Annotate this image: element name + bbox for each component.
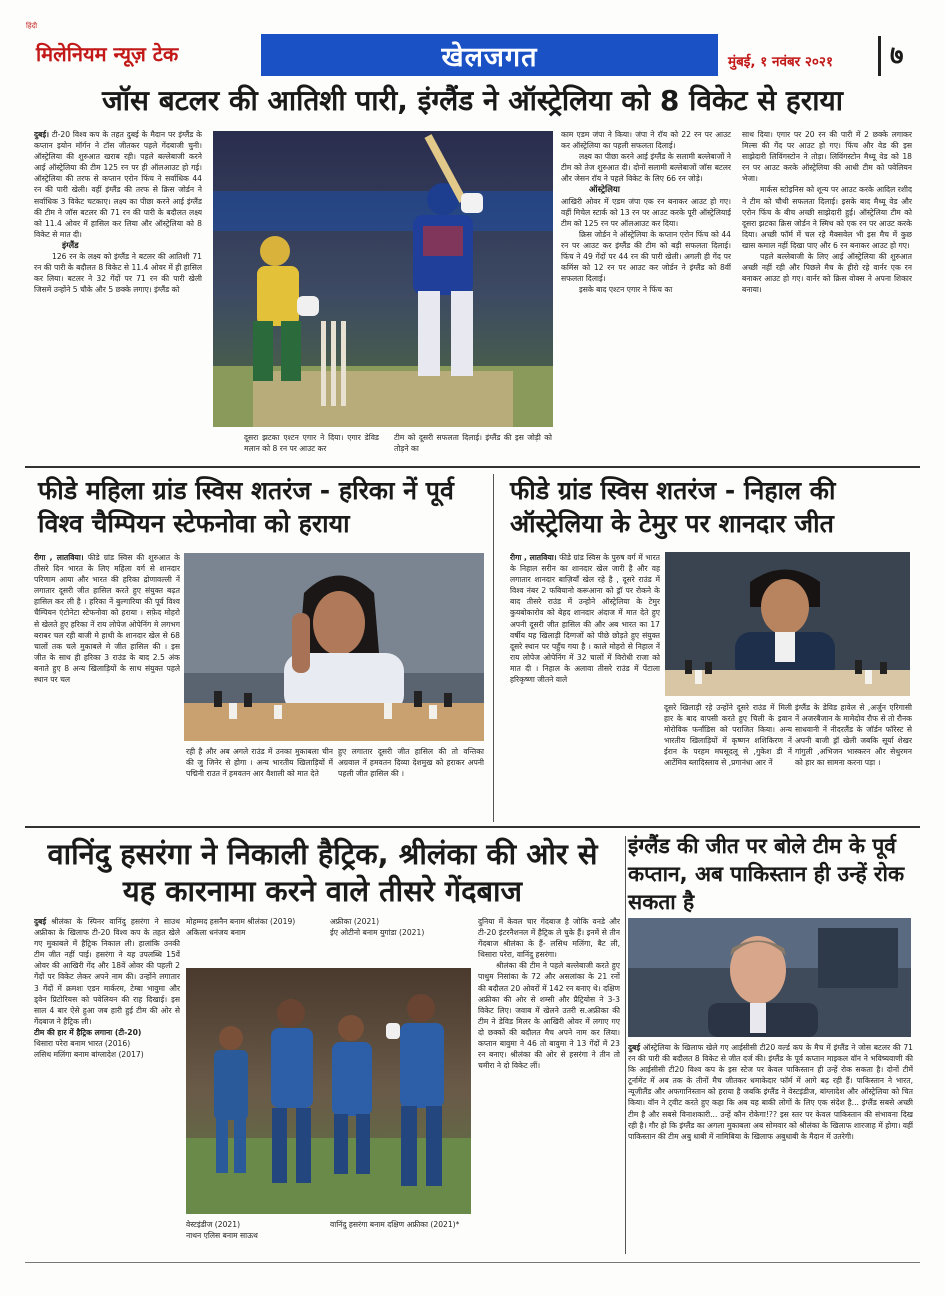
story2-under-photo-a: रही है और अब अगले राउंड में उनका मुकाबला चीन की जु जिनेर से होगा । अन्य भारतीय खिलाड़ियों में पद्मिनी राउत नें हमवतन आर वैशाली को मात देते [186,747,333,779]
story4-col4-para2: श्रीलंका की टीम ने पहले बल्लेबाजी करते हुए पाथुम निसांका के 72 और असलांका के 21 रनों की बदौलत 20 ओवरों में 142 रन बनाए थे। दक्षिण अफ्रीका की ओर से शम्सी और प्रैट्रियोस ने 3-3 विकेट लिए। जवाब में खेलने उतरी स.अफ्रीका की टीम ने डेविड मिलर के आखिरी ओवर में लगाए गए दो छक्कों की बदौलत मैच अपने नाम कर लिया। कप्तान बावुमा ने 46 तो बावुमा ने 13 गेंदों में 23 रन बनाए। श्रीलंका की ओर से हसरंगा ने तीन तो चमीरा ने दो विकेट लीं। [478,961,620,1071]
story1-col1-subhead: इंग्लैंड [62,239,79,250]
chess-photo-graphic [184,553,484,741]
story1-col1-para2: 126 रन के लक्ष्य को इंग्लैंड ने बटलर की आतिशी 71 रन की पारी के बदौलत 8 विकेट से 11.4 ओवर में ही हासिल कर लिया। बटलर ने 32 गेंदों पर 71 रन की पारी खेली जिसमें उन्होंने 5 चौके और 5 छक्के लगाए। इंग्लैंड को [34,252,202,295]
story1-col4-para4: क्रिस जोर्डन ने ऑस्ट्रेलिया के कप्तान एरोन फिंच को 44 रन पर आउट कर इंग्लैंड की टीम को बड़ी सफलता दिलाई। फिंच ने 49 गेंदों पर 44 रन की पारी खेली। अगली ही गेंद पर कमिंस को 12 रन पर आउट कर जोर्डन ने इंग्लैंड को 8वीं सफलता दिलाई। [561,229,731,284]
story3-under-photo-b: इंग्लैंड के डेविड हावेल से ,अर्जुन एरिगासी नें अजरबैजान के मामेदोव रौफ से तो रौनक साधवानी नें नीदरलैंड के जॉर्डन फॉरेस्ट से अपनी बाजी ड्रॉ खेली जबकि सूर्या शेखर गांगुली ,अभिजन भास्करन और सेथुरमन को हार का सामना करना पड़ा । [795,703,912,768]
story4-col2-top-b: अफ्रीका (2021) ईए ओटीनो बनाम युगांडा (2021) [330,917,425,938]
story1-under-photo-b: टीम को दूसरी सफलता दिलाई। इंग्लैंड की इस जोड़ी को तोड़ने का [394,433,552,454]
cricket-photo-graphic [213,131,553,427]
newspaper-brand: मिलेनियम न्यूज़ टेक [36,42,179,66]
story2-column-1 [34,552,180,822]
story5-headline: इंग्लैंड की जीत पर बोले टीम के पूर्व कप्तान, अब पाकिस्तान ही उन्हें रोक सकता है [628,834,905,914]
page-number-divider [878,36,881,76]
divider-story2-3 [25,826,920,828]
story1-column-4 [561,129,731,462]
story2-dateline: रीगा , लातविया। [34,553,84,562]
story4-under-photo-a: वेस्टइंडीज (2021) नाथन एलिस बनाम साऊथ [186,1220,258,1241]
vaughan-photo-graphic [628,918,911,1037]
story2-col1-text: फीडे ग्रांड स्विस की शुरुआत के तीसरे दिन भारत के लिए महिला वर्ग से शानदार परिणाम आया और भारत की हरिका द्रोणावल्ली नें लगातार दूसरी जीत हासिल करते हुए संयुक्त बढ़त हासिल कर ली है । हरिका नें बुल्गारिया की पूर्व विश्व चैम्पियन एंटोनेटा स्टेफनोवा को हराया । सफ़ेद मोहरो से खेलते हुए हरिका नें राय लोपेज ओपेनिंग मे लगभग बराबर चल रही बाजी मे हाथी के शानदार खेल से 68 चालों तक चले मुकाबले मे जीत हासिल की । इस जीत के साथ ही हरिका 3 राउंड के बाद 2.5 अंक बनाते हुए 8 अन्य खिलाड़ियों के साथ संयुक्त पहले स्थान पर चल [34,553,180,685]
story1-column-1 [34,129,202,462]
divider-vertical-story4 [625,836,626,1254]
story1-under-photo-a: दूसरा झटका एश्टन एगार ने दिया। एगार डेविड मलान को 8 रन पर आउट कर [244,433,379,454]
story1-col1-para1: टी-20 विश्व कप के तहत दुबई के मैदान पर इंग्लैंड के कप्तान इयोन मॉर्गन ने टॉस जीतकर पहले गेंदबाजी चुनी। ऑस्ट्रेलिया की शुरुआत खराब रही। पहले बल्लेबाजी करने आई ऑस्ट्रेलिया की टीम 125 रन पर ही ऑलआउट हो गई। ऑस्ट्रेलिया की तरफ से कप्तान एरोन फिंच ने सर्वाधिक 44 रन की पारी खेली। वहीं इंग्लैंड की तरफ से क्रिस जोर्डन ने सर्वाधिक 3 विकेट चटकाए। लक्ष्य का पीछा करने आई इंग्लैंड की टीम ने जॉस बटलर की 71 रन की पारी के बदौलत लक्ष्य को 11.4 ओवर में हासिल कर लिया और ऑस्ट्रेलिया को 8 विकेट से मात दी। [34,130,202,239]
story4-column-1 [34,916,180,1252]
story4-dateline: दुबई [34,917,47,926]
story1-col5-para1: साथ दिया। एगार पर 20 रन की पारी में 2 छक्के लगाकर मिल्स की गेंद पर आउट हो गए। फिंच और वेड की इस साझेदारी लिविंगस्टोन ने तोड़ा। लिविंगस्टोन मैथ्यू वेड को 18 रन पर आउट करके ऑस्ट्रेलिया की आधी टीम को पवेलियन भेजा। [742,130,912,184]
story1-col4-para3: आखिरी ओवर में एडम जंपा एक रन बनाकर आउट हो गए। वहीं मिचेल स्टार्क को 13 रन पर आउट करके पूरी ऑस्ट्रेलियाई टीम को 125 रन पर ऑलआउट कर दिया। [561,196,731,228]
story3-under-photo-a: दूसरे खिलाड़ी रहे उन्होंने दूसरे राउंड में मिली हार के बाद वापसी करते हुए चिली के इवान मोरोविक फर्नांडिस को पराजित किया। अन्य भारतीय खिलाड़ियों में कृष्णन शशिकिरण नें ईरान के परहम मघसूदलू से ,गुकेश डी नें आर्टेमिव ब्लादिस्लाव से ,प्रगानंधा आर नें [664,703,792,768]
story1-column-5 [742,129,912,462]
story1-headline: जॉस बटलर की आतिशी पारी, इंग्लैंड ने ऑस्ट्रेलिया को 8 विकेट से हराया [101,84,843,117]
story3-headline: फीडे ग्रांड स्विस शतरंज - निहाल की ऑस्ट्रेलिया के टेमुर पर शानदार जीत [510,476,836,538]
story1-photo-cricket [213,131,553,427]
section-title: खेलजगत [441,41,538,73]
page-number: ७ [890,41,904,71]
story4-col1-list: थिसारा परेरा बनाम भारत (2016) लसिथ मलिंगा बनाम बांग्लादेश (2017) [34,1039,144,1060]
story1-dateline: दुबई। [34,130,49,139]
divider-story1 [25,466,920,468]
story1-col4-para5: इसके बाद एश्टन एगार ने फिंच का [579,285,673,295]
story4-photo-hasaranga [186,968,471,1214]
masthead [0,0,945,78]
story4-col4-para1: दुनिया में केवल चार गेंदबाज है जोकि वनडे और टी-20 इंटरनैशनल में हैट्रिक ले चुके हैं। इनमें से तीन गेंदबाज श्रीलंका के हैं- लसिथ मलिंगा, बैट ली, थिसारा परेरा, वानिंदु हसरंगा। [478,917,620,960]
story3-column-1 [510,552,660,697]
story4-column-4 [478,916,620,1252]
divider-vertical-chess [493,474,494,822]
page-dateline: मुंबई, १ नवंबर २०२१ [728,54,833,70]
story5-text: ऑस्ट्रेलिया के खिलाफ खेले गए आईसीसी टी20 वर्ल्ड कप के मैच में इंग्लैंड ने जोस बटलर की 71 रन की पारी की बदौलत 8 विकेट से जीत दर्ज की। इंग्लैंड के पूर्व कप्तान माइकल वॉन ने भविष्यवाणी की कि आईसीसी टी20 विश्व कप के इस स्टेज पर केवल पाकिस्तान ही उन्हें रोक सकता है। दोनों टीमें टूर्नामेंट में अब तक के तीनों मैच जीतकर धमाकेदार फॉर्म में आगे बढ़ रही हैं। पाकिस्तान ने भारत, न्यूजीलैंड और अफगानिस्तान को हराया है जबकि इंग्लैंड ने वेस्टइंडीज, बांग्लादेश और ऑस्ट्रेलिया को चित किया। वॉन ने ट्वीट करते हुए कहा कि अब यह बाकी लोगों के लिए एक संदेश है... इंग्लैंड सबसे अच्छी टीम है और सबसे विनाशकारी... उन्हें कौन रोकेगा!?? इस स्तर पर केवल पाकिस्तान की संभावना दिख रही है। गौर हो कि इंग्लैंड का अगला मुकाबला अब सोमवार को श्रीलंका के खिलाफ शारजाह में होगा। वहीं पाकिस्तान की टीम अबु धाबी में नामिबिया के खिलाफ अबुधाबी के मैदान में उतरेगी। [628,1043,913,1141]
story1-col5-para3: पहले बल्लेबाजी के लिए आई ऑस्ट्रेलिया की शुरुआत अच्छी नहीं रही और पिछले मैच के हीरो रहे वार्नर एक रन बनाकर आउट हो गए। वार्नर को क्रिस वोक्स ने अपना शिकार बनाया। [742,252,912,295]
story1-col4-para1: काम एडम जंपा ने किया। जंपा ने रॉय को 22 रन पर आउट कर ऑस्ट्रेलिया का पहली सफलता दिलाई। [561,130,731,151]
story4-col1-para1: श्रीलंका के स्पिनर वानिंदु हसरंगा ने साउथ अफ्रीका के खिलाफ टी-20 विश्व कप के तहत खेले गए मुकाबले में हैट्रिक निकाल ली। हालांकि उनकी टीम जीत नहीं पाई। हसरंगा ने यह उपलब्धि 15वें ओवर की आखिरी गेंद और 18वें ओवर की पहली 2 गेंदों पर विकेट लेकर अपने नाम की। उन्होंने लगातार 3 गेंदों में क्रमशः एडन मार्करम, टेम्बा भावुमा और ड्वेन प्रिटोरियस को पवेलियन की राह दिखाई। इस साल 4 बार ऐसे हुआ जब हारी हुई टीम की ओर से गेंदबाज ने हैट्रिक ली। [34,917,180,1026]
srilanka-photo-graphic [186,968,471,1214]
story1-col4-para2: लक्ष्य का पीछा करने आई इंग्लैंड के सलामी बल्लेबाजों ने टीम को तेज शुरुआत दी। दोनों सलामी बल्लेबाजों जॉस बटलर और जेसन रॉय ने पहले विकेट के लिए 66 रन जोड़े। [561,152,731,184]
story5-dateline: दुबई [628,1043,641,1052]
story4-col1-subhead: टीम की हार में हैट्रिक लगाना (टी-20) [34,1027,142,1037]
story3-col1-text: फीडे ग्रांड स्विस के पुरुष वर्ग में भारत के निहाल सरीन का शानदार खेल जारी है और वह लगातार शानदार बाज़ियाँ खेल रहे है , दूसरे राउंड में विश्व नंबर 2 फबियानो करूआना को ड्रॉ पर रोकने के बाद तीसरे राउंड में उन्होने ऑस्ट्रेलिया के टेमुर कुयबोकारोव को बेहद शानदार अंदाज में मात देते हुए अपनी दूसरी जीत हासिल की और अब भारत का 17 वर्षीय यह खिलाड़ी दिग्गजों को पीछे छोड़ते हुए संयुक्त दूसरे स्थान पर पहुँच गया है । काले मोहरो से निहाल नें राय लोपेज ओपेनिंग में 32 चालों में विरोधी राजा को मात दी । निहाल के अलावा तीसरे राउंड में पेंटाला हरिकृष्णा जीतने वाले [510,553,660,685]
story1-col5-para2: मार्कस स्टोइनिस को शून्य पर आउट करके आदिल रशीद ने टीम को चौथी सफलता दिलाई। इसके बाद मैथ्यू वेड और एरोन फिंच के बीच अच्छी साझेदारी हुई। ऑस्ट्रेलिया टीम को दूसरा झटका क्रिस जोर्डन ने स्मिथ को एक रन पर आउट करके दिया। अच्छी फॉर्म में चल रहे मैक्सवेल भी इस मैच में कुछ खास कमाल नहीं दिखा पाए और 6 रन बनाकर आउट हो गए। [742,185,912,250]
brand-tagline: हिंदी [26,22,38,30]
story4-headline: वानिंदु हसरंगा ने निकाली हैट्रिक, श्रीलंका की ओर से यह कारनामा करने वाले तीसरे गेंदबाज [47,837,598,908]
story5-photo-michael-vaughan [628,918,911,1037]
story2-headline: फीडे महिला ग्रांड स्विस शतरंज - हरिका नें पूर्व विश्व चैम्पियन स्टेफनोवा को हराया [38,476,454,538]
story2-photo-chess-harika [184,553,484,741]
story5-body [628,1042,913,1254]
story2-under-photo-b: हुए लगातार दूसरी जीत हासिल की तो वन्तिका अग्रवाल नें हमवतन दिव्या देशमुख को हराकर अपनी पहली जीत हासिल की । [338,747,484,779]
chess-nihal-photo-graphic [665,552,910,696]
story4-under-photo-b: वानिंदु हसरंगा बनाम दक्षिण अफ्रीका (2021)* [330,1220,460,1229]
story3-photo-chess-nihal [665,552,910,696]
page-bottom-rule [25,1262,920,1263]
story3-dateline: रीगा , लातविया। [510,553,557,562]
section-banner [261,34,718,76]
story1-col4-subhead: ऑस्ट्रेलिया [589,184,620,195]
story4-col2-top-a: मोहम्मद हसनैन बनाम श्रीलंका (2019) अकिला धनंजय बनाम [186,917,296,938]
